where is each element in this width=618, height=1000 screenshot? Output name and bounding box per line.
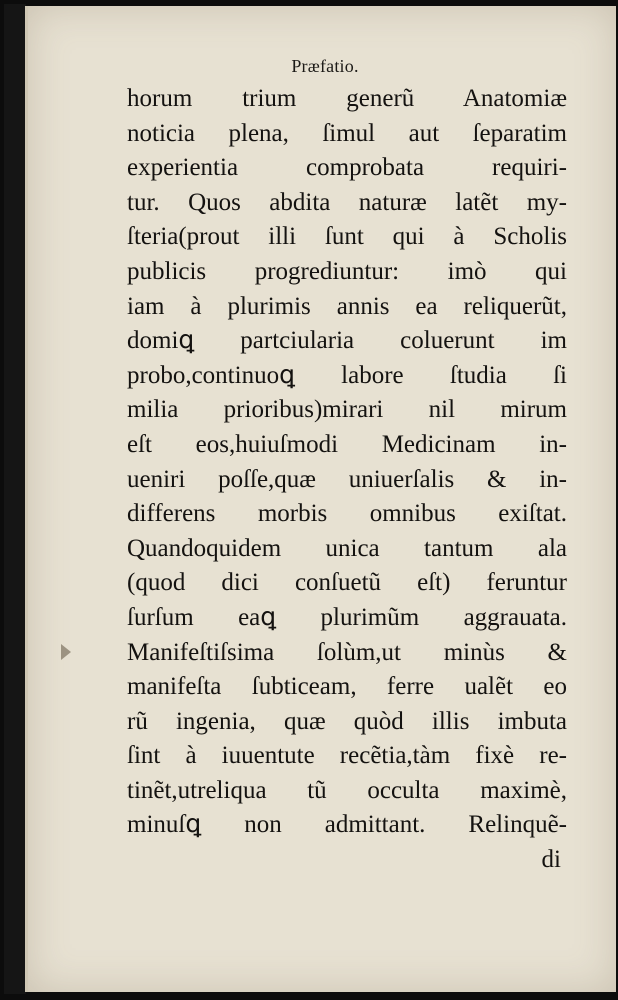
text-line: experientia comprobata requiri- bbox=[127, 154, 567, 182]
binding-shadow bbox=[4, 4, 26, 994]
catchword: di bbox=[541, 846, 561, 874]
text-line: ueniri poſſe,quæ uniuerſalis & in- bbox=[127, 465, 567, 493]
text-line: milia prioribus)mirari nil mirum bbox=[127, 396, 567, 424]
text-line: ſurſum eaꝗ plurimũm aggrauata. bbox=[127, 603, 567, 631]
text-line: probo,continuoꝗ labore ſtudia ſi bbox=[127, 361, 567, 389]
running-head: Præfatio. bbox=[291, 56, 359, 76]
text-line: publicis progrediuntur: imò qui bbox=[127, 257, 567, 285]
text-line: tur. Quos abdita naturæ latẽt my- bbox=[127, 188, 567, 216]
text-line: (quod dici conſuetũ eſt) feruntur bbox=[127, 569, 567, 597]
text-line: Manifeſtiſsima ſolùm,ut minùs & bbox=[127, 638, 567, 666]
margin-mark bbox=[61, 644, 71, 660]
text-line: iam à plurimis annis ea reliquerũt, bbox=[127, 292, 567, 320]
text-line: rũ ingenia, quæ quòd illis imbuta bbox=[127, 707, 567, 735]
text-line: domiꝗ partciularia coluerunt im bbox=[127, 327, 567, 355]
text-line: eſt eos,huiuſmodi Medicinam in- bbox=[127, 430, 567, 458]
text-line: horum trium generũ Anatomiæ bbox=[127, 85, 567, 112]
text-line: differens morbis omnibus exiſtat. bbox=[127, 500, 567, 528]
text-line: minuſꝗ non admittant. Relinquẽ- bbox=[127, 811, 567, 839]
text-line: ſteria(prout illi ſunt qui à Scholis bbox=[127, 223, 567, 251]
body-text bbox=[127, 82, 567, 878]
text-line: Quandoquidem unica tantum ala bbox=[127, 534, 567, 562]
text-line: ſint à iuuentute recẽtia,tàm fixè re- bbox=[127, 742, 567, 770]
text-line: noticia plena, ſimul aut ſeparatim bbox=[127, 119, 567, 147]
text-line: manifeſta ſubticeam, ferre ualẽt eo bbox=[127, 673, 567, 701]
text-line: tinẽt,utreliqua tũ occulta maximè, bbox=[127, 776, 567, 804]
